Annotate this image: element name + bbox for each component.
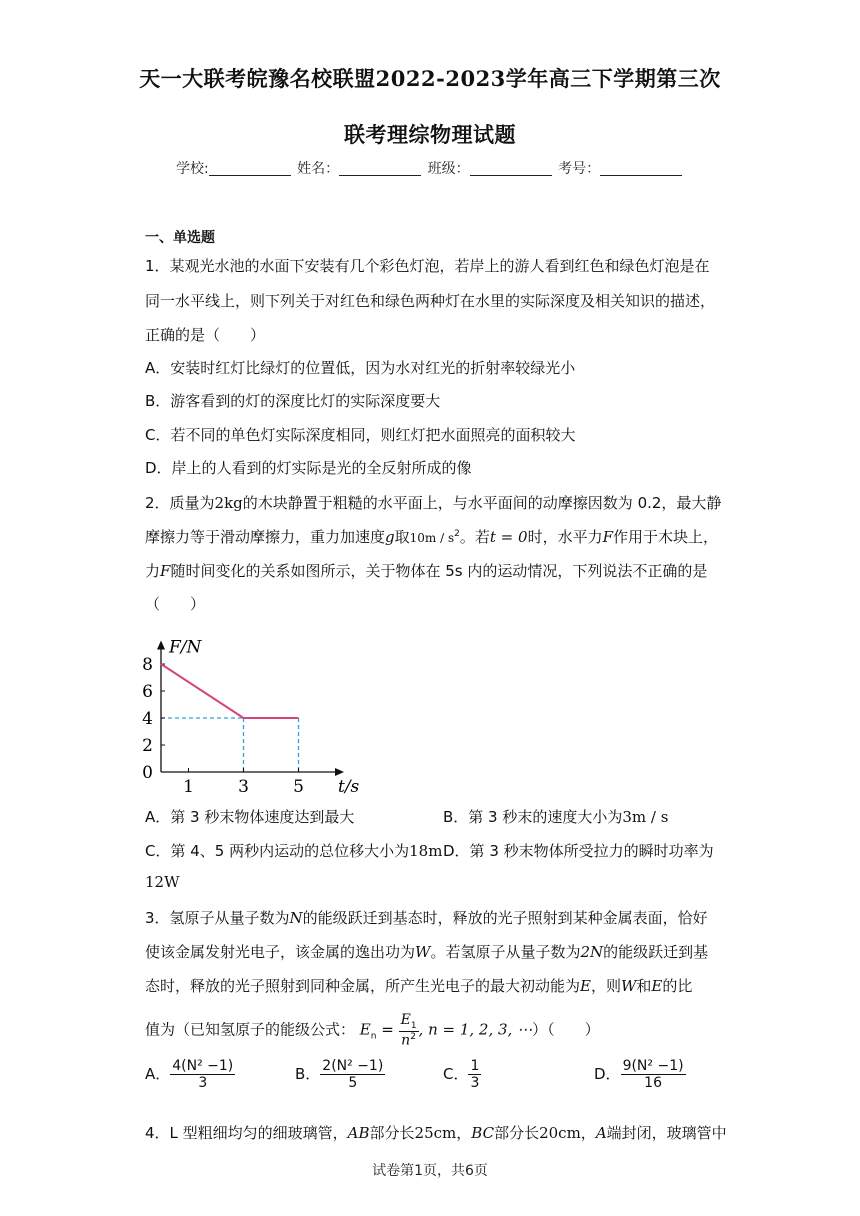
q2-text: 时，水平力 — [527, 528, 603, 546]
q2-text: 摩擦力等于滑动摩擦力，重力加速度 — [145, 528, 386, 546]
q3-text: 和 — [636, 977, 652, 995]
page-title-line1: 天一大联考皖豫名校联盟2022-2023学年高三下学期第三次 — [139, 66, 721, 91]
q3-option-b-label: B． — [295, 1065, 321, 1083]
q2-text: 的木块静置于粗糙的水平面上，与水平面间的动摩擦因数为 0.2，最大静 — [242, 494, 722, 512]
class-blank[interactable] — [470, 161, 552, 176]
q3-option-c-label: C． — [443, 1065, 469, 1083]
q4-text: 端封闭，玻璃管中 — [606, 1124, 727, 1142]
q3-text: 3．氢原子从量子数为 — [145, 909, 290, 927]
q3-line3 — [145, 975, 692, 996]
q2-option-b — [443, 806, 668, 827]
q4-text: ， — [456, 1124, 472, 1142]
student-info-line — [176, 158, 684, 178]
q2-option-c — [145, 840, 442, 861]
q3-e1-symbol: E — [400, 1012, 411, 1028]
q3-energy-fraction — [399, 1012, 419, 1048]
q4-text: 4．L 型粗细均匀的细玻璃管， — [145, 1124, 348, 1142]
y-tick-label: 4 — [142, 709, 153, 729]
q3-option-c-numerator: 1 — [470, 1058, 480, 1074]
q2-option-b-value: 3m / s — [622, 808, 669, 826]
q1-option-b: B．游客看到的灯的深度比灯的实际深度要大 — [145, 392, 441, 410]
q2-t0: t = 0 — [489, 528, 528, 546]
q3-option-d-numerator: 9(N² −1) — [622, 1058, 684, 1074]
q2-g-symbol: g — [385, 528, 395, 546]
q4-length-ab: 25cm — [414, 1124, 457, 1142]
force-time-chart — [135, 618, 375, 803]
x-tick-label: 5 — [293, 777, 304, 797]
force-line — [161, 664, 299, 718]
q4-length-bc: 20cm — [539, 1124, 581, 1142]
school-blank[interactable] — [209, 161, 291, 176]
q2-mass: 2kg — [214, 494, 243, 512]
q3-e-symbol: E — [651, 977, 663, 995]
q1-line1: 1．某观光水池的水面下安装有几个彩色灯泡，若岸上的游人看到红色和绿色灯泡是在 — [145, 257, 710, 275]
q3-option-b-denominator: 5 — [348, 1075, 358, 1091]
q3-option-d-denominator: 16 — [644, 1075, 662, 1091]
exam-no-blank[interactable] — [600, 161, 682, 176]
q3-2n-symbol: 2N — [580, 943, 604, 961]
class-label: 班级： — [427, 161, 470, 177]
q3-e-symbol: E — [580, 977, 591, 995]
q1-line3: 正确的是（ ） — [145, 326, 266, 344]
q2-option-c-value: 18m — [409, 842, 443, 860]
q3-text: 。若氢原子从量子数为 — [430, 943, 581, 961]
q3-option-b — [295, 1058, 385, 1091]
chart-guides — [161, 718, 299, 772]
q4-line1 — [145, 1122, 727, 1143]
q1-line2: 同一水平线上，则下列关于对红色和绿色两种灯在水里的实际深度及相关知识的描述， — [145, 292, 716, 310]
q3-line2 — [145, 941, 708, 962]
y-tick-label: 6 — [142, 682, 153, 702]
q3-en-symbol: E — [359, 1020, 371, 1039]
q2-f-symbol: F — [160, 562, 171, 580]
q3-text: 的能级跃迁到基态时，释放的光子照射到某种金属表面，恰好 — [302, 909, 708, 927]
origin-label: 0 — [142, 763, 153, 783]
q3-text: 使该金属发射光电子，该金属的逸出功为 — [145, 943, 416, 961]
q2-option-d-value: 12W — [145, 873, 180, 891]
q3-option-a-label: A． — [145, 1065, 171, 1083]
q3-w-symbol: W — [415, 943, 431, 961]
q2-option-c-text: C．第 4、5 两秒内运动的总位移大小为 — [145, 842, 410, 860]
y-axis-arrow — [157, 641, 165, 650]
q4-text: 部分长 — [494, 1124, 540, 1142]
q2-text: 2．质量为 — [145, 494, 215, 512]
q2-text: 力 — [145, 562, 161, 580]
y-tick-label: 2 — [142, 736, 153, 756]
q3-option-c-denominator: 3 — [470, 1075, 480, 1091]
q3-n-exponent: 2 — [410, 1031, 416, 1042]
y-tick-label: 8 — [142, 655, 153, 675]
q3-text: ，则 — [590, 977, 621, 995]
q3-line1 — [145, 907, 708, 928]
q3-option-d-label: D． — [594, 1065, 621, 1083]
q2-line1 — [145, 492, 721, 513]
chart-axes — [157, 641, 344, 777]
q3-n-list: , n = 1, 2, 3, ⋯ — [418, 1020, 533, 1039]
q3-w-symbol: W — [620, 977, 637, 995]
q2-text: 作用于木块上， — [613, 528, 719, 546]
q3-option-a-denominator: 3 — [198, 1075, 208, 1091]
q2-option-b-text: B．第 3 秒末的速度大小为 — [443, 808, 623, 826]
q3-text: 值为（已知氢原子的能级公式： — [145, 1020, 356, 1039]
q2-g-value: 10m / s — [409, 531, 455, 545]
exam-no-label: 考号： — [558, 161, 601, 177]
q3-text: ）（ ） — [532, 1020, 600, 1039]
q1-option-a: A．安装时红灯比绿灯的位置低，因为水对红光的折射率较绿光小 — [145, 359, 576, 377]
page-title-line2: 联考理综物理试题 — [344, 122, 516, 147]
school-label: 学校: — [176, 161, 209, 177]
chart-series — [161, 664, 299, 718]
x-tick-label: 1 — [183, 777, 194, 797]
x-axis-arrow — [335, 768, 344, 776]
x-tick-label: 3 — [238, 777, 249, 797]
q3-text: 态时，释放的光子照射到同种金属，所产生光电子的最大初动能为 — [145, 977, 581, 995]
q4-text: 部分长 — [369, 1124, 415, 1142]
q1-option-d: D．岸上的人看到的灯实际是光的全反射所成的像 — [145, 459, 472, 477]
name-label: 姓名： — [297, 161, 340, 177]
q4-ab-symbol: AB — [347, 1124, 370, 1142]
q1-option-c: C．若不同的单色灯实际深度相同，则红灯把水面照亮的面积较大 — [145, 426, 576, 444]
section-heading: 一、单选题 — [145, 230, 215, 246]
q4-a-symbol: A — [595, 1124, 607, 1142]
q2-text: 取 — [394, 528, 410, 546]
q2-line3 — [145, 560, 707, 581]
q3-text: 的能级跃迁到基 — [603, 943, 709, 961]
x-axis-label: t/s — [338, 777, 360, 797]
q3-option-b-numerator: 2(N² −1) — [322, 1058, 384, 1074]
page-footer: 试卷第1页，共6页 — [372, 1163, 488, 1179]
q2-line4: （ ） — [145, 595, 206, 613]
q3-n-symbol: N — [289, 909, 303, 927]
q2-f-symbol: F — [602, 528, 613, 546]
q3-option-c — [443, 1058, 481, 1091]
q3-line4: 值为（已知氢原子的能级公式： $E_n$ = $\frac{E_1}{n^2}$ , n = 1, 2, 3, ⋯）（ ） — [145, 1012, 600, 1049]
q3-n-symbol: n — [401, 1032, 411, 1049]
q4-bc-symbol: BC — [471, 1124, 495, 1142]
q3-option-a — [145, 1058, 235, 1091]
q3-e1-subscript: 1 — [410, 1020, 417, 1031]
q2-option-a: A．第 3 秒末物体速度达到最大 — [145, 808, 355, 826]
q4-text: ， — [580, 1124, 596, 1142]
q3-option-a-numerator: 4(N² −1) — [172, 1058, 234, 1074]
q3-option-d — [594, 1058, 686, 1091]
q3-en-subscript: n — [370, 1031, 377, 1042]
q3-text: 的比 — [662, 977, 693, 995]
y-axis-label: F/N — [169, 637, 202, 658]
q2-text: 。若 — [459, 528, 490, 546]
q2-text: 随时间变化的关系如图所示，关于物体在 5s 内的运动情况，下列说法不正确的是 — [170, 562, 708, 580]
q2-option-d: D．第 3 秒末物体所受拉力的瞬时功率为 — [443, 842, 714, 860]
name-blank[interactable] — [339, 161, 421, 176]
q2-line2: 摩擦力等于滑动摩擦力，重力加速度g取$10m / s^2$。若t = 0时，水平力F作用于木块上， — [145, 528, 719, 546]
